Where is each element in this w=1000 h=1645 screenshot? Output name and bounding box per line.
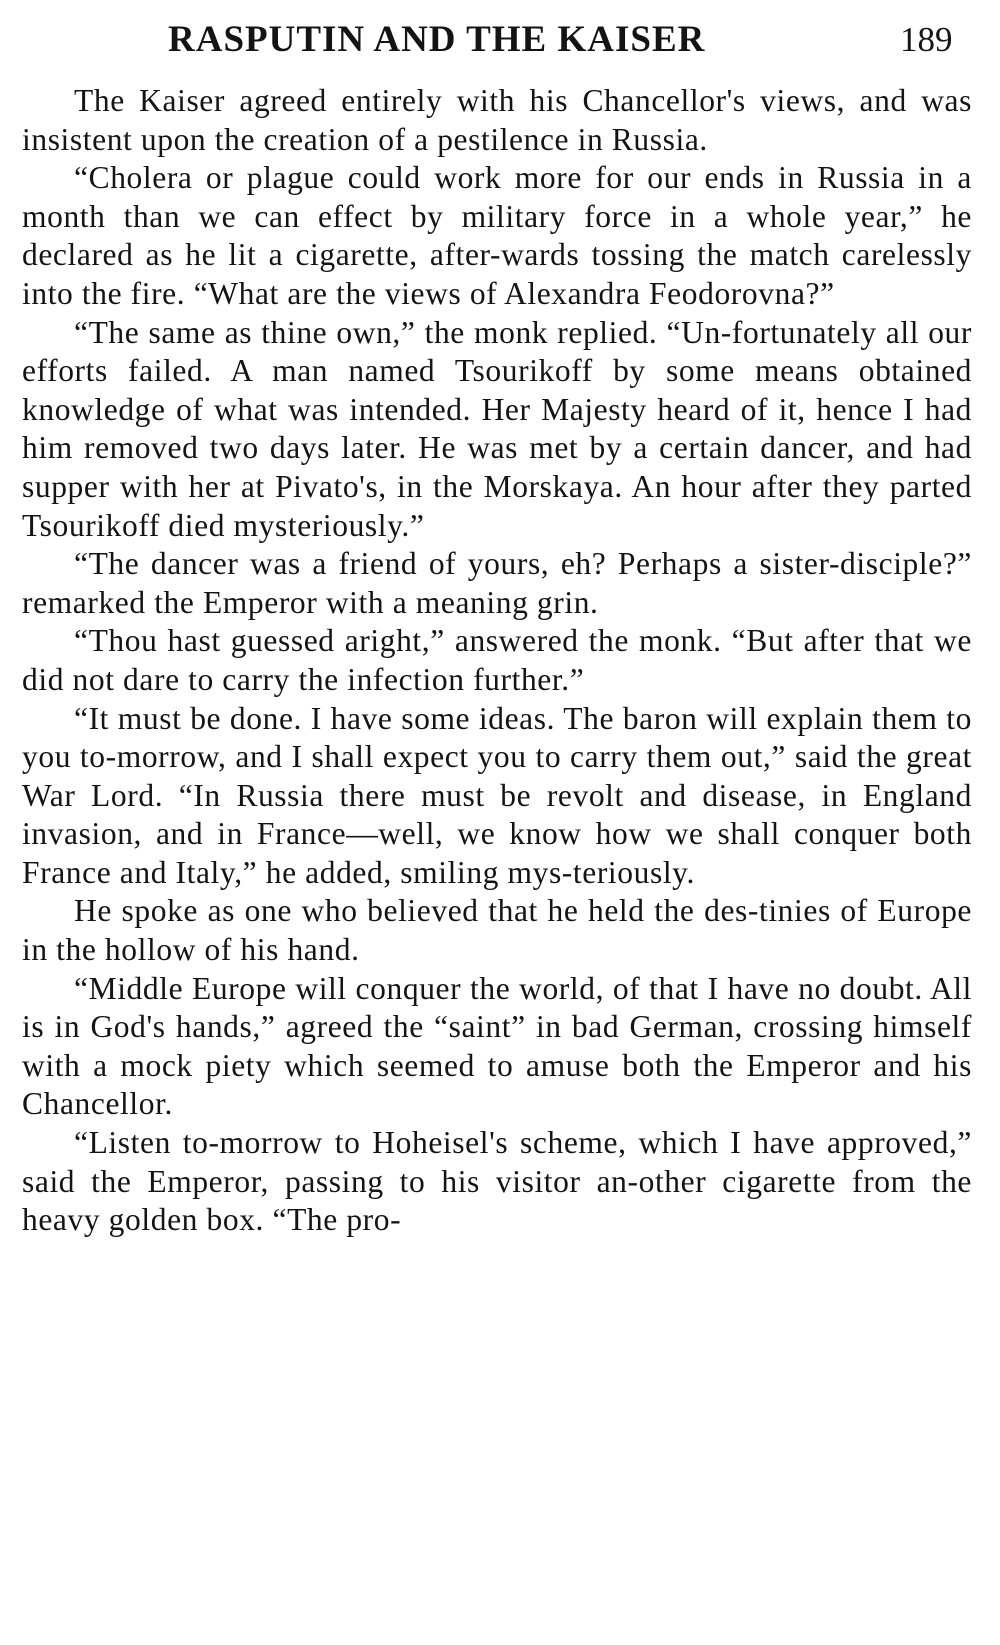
- paragraph: The Kaiser agreed entirely with his Chancellor's views, and was insistent upon the creation of a pestilence in Russia.: [22, 83, 972, 157]
- paragraph: “Middle Europe will conquer the world, of that I have no doubt. All is in God's hands,” agreed the “saint” in bad German, crossing himself with a mock piety which seemed to amuse both the Emperor and his Chancellor.: [22, 970, 972, 1122]
- paragraph: He spoke as one who believed that he held the des-tinies of Europe in the hollow of his hand.: [22, 893, 972, 968]
- paragraph: “It must be done. I have some ideas. The baron will explain them to you to-morrow, and I shall expect you to carry them out,” said the great War Lord. “In Russia there must be revolt and disease, in England invasion, and in France—well, we know how we shall conquer both France and Italy,” he added, smiling mys-teriously.: [22, 700, 972, 890]
- paragraph: “Thou hast guessed aright,” answered the monk. “But after that we did not dare to carry the infection further.”: [22, 623, 972, 697]
- running-head: [0, 12, 1000, 68]
- paragraph: “The dancer was a friend of yours, eh? Perhaps a sister-disciple?” remarked the Emperor with a meaning grin.: [22, 546, 972, 620]
- paragraph: “The same as thine own,” the monk replied. “Un-fortunately all our efforts failed. A man named Tsourikoff by some means obtained knowledge of what was intended. Her Majesty heard of it, hence I had him removed two days later. He was met by a certain dancer, and had supper with her at Pivato's, in the Morskaya. An hour after they parted Tsourikoff died mysteriously.”: [22, 314, 972, 543]
- paragraph: “Cholera or plague could work more for our ends in Russia in a month than we can effect by military force in a whole year,” he declared as he lit a cigarette, after-wards tossing the match carelessly into the fire. “What are the views of Alexandra Feodorovna?”: [22, 160, 972, 311]
- paragraph: “Listen to-morrow to Hoheisel's scheme, which I have approved,” said the Emperor, passing to his visitor an-other cigarette from the heavy golden box. “The pro-: [22, 1125, 972, 1238]
- running-head-title: RASPUTIN AND THE KAISER: [168, 19, 706, 60]
- body-text: [22, 82, 972, 1240]
- page-number: 189: [900, 20, 953, 59]
